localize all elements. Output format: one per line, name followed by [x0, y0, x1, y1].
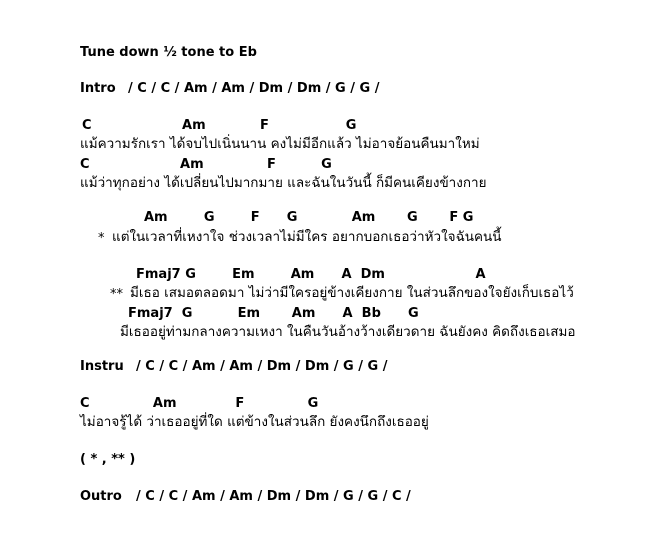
chorus2-line2-lyric: มีเธออยู่ท่ามกลางความเหงา ในคืนวันอ้างว้างเดียวดาย ฉันยังคง คิดถึงเธอเสมอ [120, 324, 576, 340]
chorus1-chords: Am G F G Am G F G [144, 210, 474, 225]
verse2-line1-lyric: ไม่อาจรู้ได้ ว่าเธออยู่ที่ใด แต่ข้างในส่วนลึก ยังคงนึกถึงเธออยู่ [80, 414, 429, 430]
instru-progression: / C / C / Am / Am / Dm / Dm / G / G / [136, 359, 388, 374]
verse1-line2-lyric: แม้ว่าทุกอย่าง ได้เปลี่ยนไปมากมาย และฉันในวันนี้ ก็มีคนเคียงข้างกาย [80, 175, 487, 191]
chorus1-marker: * [98, 231, 105, 246]
chorus2-line2-chords: Fmaj7 G Em Am A Bb G [128, 306, 419, 321]
chorus2-line1-chords: Fmaj7 G Em Am A Dm A [136, 267, 486, 282]
chorus1-lyric: แต่ในเวลาที่เหงาใจ ช่วงเวลาไม่มีใคร อยากบอกเธอว่าหัวใจฉันคนนี้ [112, 229, 502, 245]
outro-section-label: Outro [80, 489, 122, 504]
chorus2-line1-lyric: มีเธอ เสมอตลอดมา ไม่ว่ามีใครอยู่ข้างเคียงกาย ในส่วนลึกของใจยังเก็บเธอไว้ [130, 285, 574, 301]
intro-section-label: Intro [80, 81, 116, 96]
instru-section-label: Instru [80, 359, 124, 374]
verse1-line1-chords: C Am F G [82, 118, 357, 133]
repeat-marker: ( * , ** ) [80, 452, 136, 467]
verse1-line1-lyric: แม้ความรักเรา ได้จบไปเนิ่นนาน คงไม่มีอีกแล้ว ไม่อาจย้อนคืนมาใหม่ [80, 136, 480, 152]
verse2-line1-chords: C Am F G [80, 396, 319, 411]
chorus2-marker: ** [110, 287, 123, 302]
outro-progression: / C / C / Am / Am / Dm / Dm / G / G / C / [136, 489, 411, 504]
intro-progression: / C / C / Am / Am / Dm / Dm / G / G / [128, 81, 380, 96]
tuning-note: Tune down ½ tone to Eb [80, 45, 257, 60]
verse1-line2-chords: C Am F G [80, 157, 332, 172]
